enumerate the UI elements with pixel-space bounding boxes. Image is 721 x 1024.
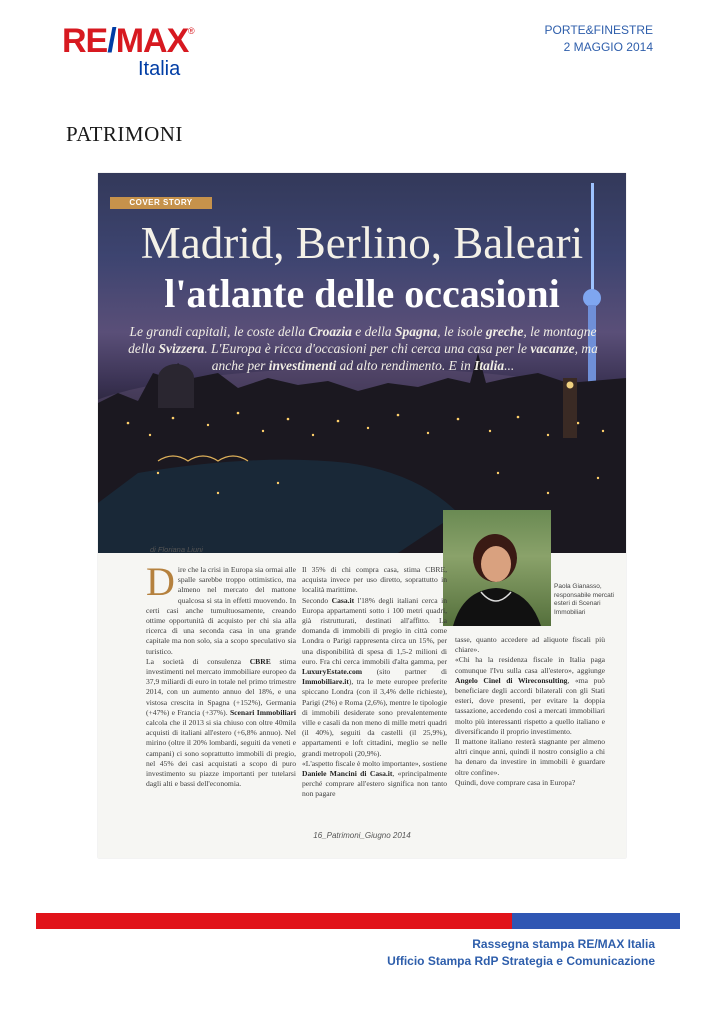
- lede-text: e della: [351, 324, 396, 339]
- article-column-3: [455, 635, 605, 788]
- registered-mark: ®: [188, 26, 195, 36]
- company-name: Scenari Immobiliari: [229, 707, 296, 717]
- lede-highlight: Spagna: [395, 324, 438, 339]
- paragraph: [302, 565, 447, 596]
- paragraph-text: l'18% degli italiani cerca in Europa appartamenti sotto i 100 metri quadri, già ristrutturati, destinati all'affitto. La domanda di immobili di pregio in città come Londra o Parigi rappresenta circa un 15%, per una disponibilità di spesa di 1,5-2 milioni di euro. Fra chi cerca immobili d'alta gamma, per: [302, 595, 447, 666]
- footer-line-2: Ufficio Stampa RdP Strategia e Comunicazione: [387, 954, 655, 968]
- remax-logo: [62, 24, 212, 84]
- paragraph-text: La società di consulenza: [146, 656, 250, 666]
- paragraph: [455, 778, 605, 788]
- source-date: 2 MAGGIO 2014: [563, 40, 653, 54]
- section-label: COVER STORY: [110, 197, 212, 209]
- lede-highlight: Croazia: [308, 324, 352, 339]
- footer-bar-red: [36, 913, 512, 929]
- article-column-2: [302, 565, 447, 800]
- paragraph: [455, 635, 605, 655]
- byline: di Floriana Liuni: [150, 545, 203, 554]
- magazine-title-text: PATRIMONI: [66, 122, 183, 146]
- remax-logo-wordmark: RE/MAX: [62, 22, 189, 60]
- lede-highlight: vacanze: [530, 341, 575, 356]
- paragraph-text: stima investimenti nel mercato immobiliare europeo da 37,9 miliardi di euro in totale nel primo trimestre 2014, con un aumento annuo del 18%, e una vistosa crescita in Spagna (+152%), Germania (+47%) e Francia (+37%).: [146, 656, 297, 717]
- press-office-footer: [387, 936, 655, 970]
- remax-logo-subtitle: Italia: [138, 58, 181, 80]
- footer-line-1: Rassegna stampa RE/MAX Italia: [472, 937, 655, 951]
- page-footer: 16_Patrimoni_Giugno 2014: [313, 831, 411, 840]
- source-info: [545, 22, 653, 56]
- lede-highlight: Svizzera: [158, 341, 205, 356]
- paragraph: [455, 737, 605, 778]
- paragraph-text: «Chi ha la residenza fiscale in Italia paga comunque l'Ivu sulla casa all'estero», aggiunge: [455, 655, 605, 675]
- magazine-title: [66, 122, 183, 147]
- paragraph-text: Il 35% di chi compra casa, stima CBRE, acquista invece per uso diretto, soprattutto in località marittime.: [302, 565, 447, 595]
- paragraph: [455, 655, 605, 737]
- lede-highlight: Italia: [474, 358, 505, 373]
- company-name: CBRE: [249, 656, 271, 666]
- lede-text: . L'Europa è ricca d'occasioni per chi cerca una casa per le: [204, 341, 531, 356]
- lede-text: ...: [504, 358, 515, 373]
- lede-highlight: greche: [485, 324, 524, 339]
- source-name: PORTE&FINESTRE: [544, 23, 653, 37]
- person-name: Daniele Mancini di Casa.it: [302, 769, 393, 779]
- lede-text: Le grandi capitali, le coste della: [129, 324, 309, 339]
- paragraph-text: Secondo: [302, 595, 332, 605]
- lede-text: , le isole: [437, 324, 486, 339]
- paragraph-text: ), tra le mete europee preferite spiccano Londra (con il 3,4% delle richieste), Parigi (2%) e Roma (2,6%), mentre le tipologie di immobili desiderate sono prevalentemente ville e casali da non meno di mille metri quadri (il 40%), seguiti da castelli (il 25,9%), appartamenti e loft cittadini, meglio se nelle grandi metropoli (20,9%).: [302, 677, 447, 758]
- paragraph: [146, 559, 296, 657]
- lede-highlight: investimenti: [268, 358, 337, 373]
- article-lede: [128, 323, 598, 374]
- headline-line-1: Madrid, Berlino, Baleari: [140, 218, 584, 268]
- paragraph: [302, 596, 447, 759]
- paragraph-text: «L'aspetto fiscale è molto importante», sostiene: [302, 758, 447, 768]
- article-scan: [98, 173, 626, 858]
- article-column-1: [146, 559, 297, 789]
- portrait-illustration: [443, 510, 551, 626]
- paragraph-text: Quindi, dove comprare casa in Europa?: [455, 777, 576, 787]
- paragraph: [146, 657, 296, 790]
- company-name: LuxuryEstate.com: [302, 667, 363, 677]
- lede-text: , le montagne della: [128, 324, 597, 356]
- paragraph-text: tasse, quanto accedere ad aliquote fiscali più chiare».: [455, 635, 605, 655]
- paragraph-text: , «ma può beneficiare degli accordi bilaterali con gli Stati esteri, dove presenti, per evitare la doppia tassazione, accedendo così a mercati immobiliari molto più interessanti rispetto a quello italiano e diversificando il proprio investimento.: [455, 675, 605, 736]
- company-name: Immobiliare.it: [302, 677, 349, 687]
- paragraph-text: , «principalmente perché comprare all'estero significa non tanto non pagare: [302, 769, 447, 799]
- portrait-photo: [443, 510, 551, 626]
- cover-photo: [98, 173, 626, 553]
- drop-cap: D: [146, 559, 175, 604]
- headline-line-2: l'atlante delle occasioni: [164, 271, 560, 316]
- photo-caption: Paola Gianasso, responsabile mercati esteri di Scenari Immobiliari: [554, 583, 614, 616]
- lede-text: ad alto rendimento. E in: [336, 358, 475, 373]
- paragraph-text: Il mattone italiano resterà stagnante per almeno altri cinque anni, quindi il nostro consiglio a chi ha denaro da investire in immobili è guardare oltre confine».: [455, 737, 605, 777]
- paragraph-text: ire che la crisi in Europa sia ormai alle spalle sarebbe troppo ottimistico, ma almeno nel mercato del mattone qualcosa si sta in effetti muovendo. In certi casi anche tumultuosamente, creando ottime opportunità di acquisto per chi sia alla ricerca di una seconda casa in una grande capitale ma non solo, sia a scopo speculativo sia turistico.: [146, 565, 296, 656]
- footer-bar-blue: [512, 913, 680, 929]
- paragraph-text: calcola che il 2013 si sia chiuso con oltre 40mila acquisti di italiani all'estero (+6,8% annuo). Nel mirino (oltre il 20% lombardi, seguiti da veneti e campani) ci sono soprattutto immobili di pregio, nel 45% dei casi acquistati a scopo di puro investimento su piazze importanti per tutelarsi dagli alti e bassi dell'economia.: [146, 718, 296, 789]
- paragraph: [302, 759, 447, 800]
- lede-text: , ma anche per: [211, 341, 598, 373]
- paragraph-text: (sito partner di: [362, 667, 447, 677]
- company-name: Casa.it: [331, 595, 355, 605]
- person-name: Angelo Cinel di Wireconsulting: [455, 675, 568, 685]
